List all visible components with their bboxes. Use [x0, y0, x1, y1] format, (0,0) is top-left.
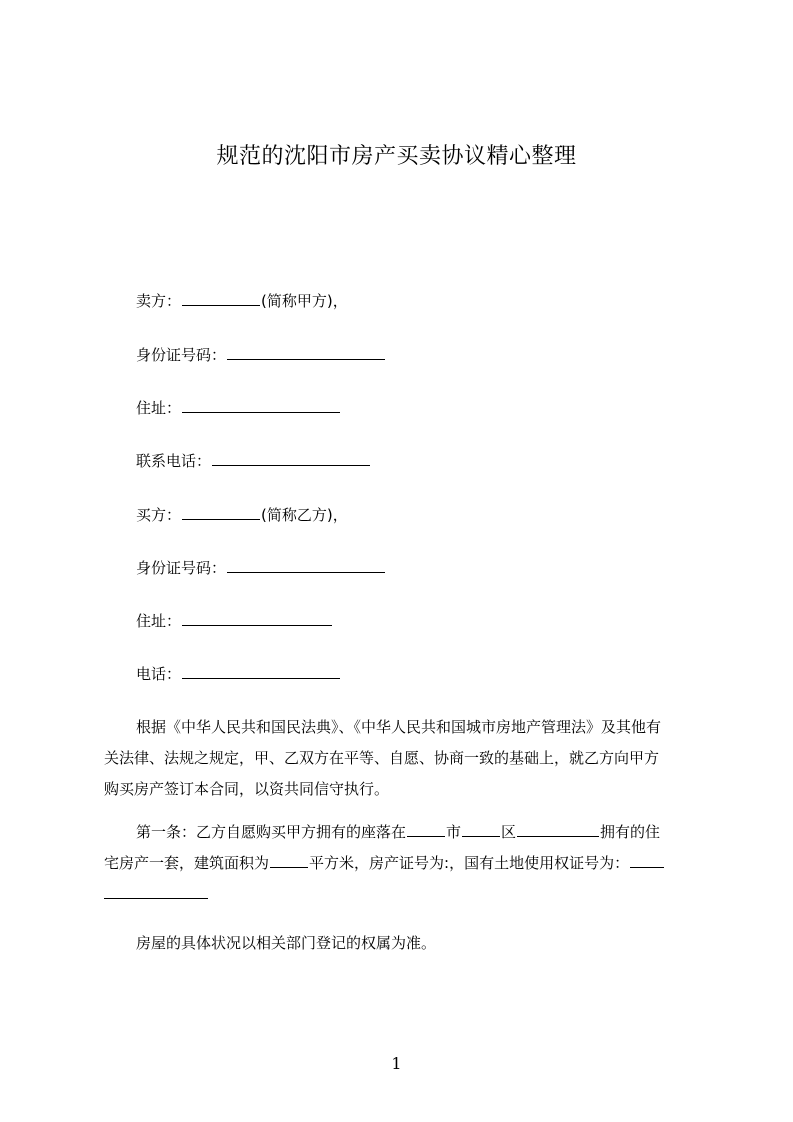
- intro-line-1: [104, 712, 700, 743]
- article-1-text-e: 宅房产一套，建筑面积为: [104, 854, 270, 872]
- buyer-address-line: [136, 610, 333, 632]
- condition-paragraph: [104, 928, 700, 959]
- buyer-phone-label: 电话：: [136, 665, 182, 683]
- seller-id-label: 身份证号码：: [136, 346, 227, 364]
- article-1-text-b: 市: [446, 823, 462, 841]
- intro-line-2: 关法律、法规之规定，甲、乙双方在平等、自愿、协商一致的基础上，就乙方向甲方: [104, 749, 660, 767]
- intro-line-3: 购买房产签订本合同，以资共同信守执行。: [104, 780, 390, 798]
- seller-address-label: 住址：: [136, 399, 182, 417]
- article-1-text-f: 平方米，房产证号为:，国有土地使用权证号为：: [309, 854, 630, 872]
- buyer-label: 买方：: [136, 506, 182, 524]
- buyer-suffix: (简称乙方)，: [261, 506, 348, 524]
- article-1-line-2: [104, 848, 700, 879]
- article-1-line-3: [104, 879, 700, 910]
- seller-address-blank[interactable]: [182, 397, 340, 413]
- article-1-text-d: 拥有的住: [600, 823, 661, 841]
- buyer-id-label: 身份证号码：: [136, 559, 227, 577]
- seller-address-line: [136, 397, 341, 419]
- area-blank[interactable]: [270, 852, 308, 868]
- document-title: 规范的沈阳市房产买卖协议精心整理: [216, 144, 577, 169]
- buyer-address-blank[interactable]: [182, 610, 332, 626]
- article-1-text-c: 区: [501, 823, 517, 841]
- buyer-name-blank[interactable]: [182, 504, 260, 520]
- district-blank[interactable]: [462, 821, 500, 837]
- article-1-line-1: [104, 817, 700, 848]
- buyer-phone-line: [136, 663, 341, 685]
- city-blank[interactable]: [407, 821, 445, 837]
- land-cert-blank-1[interactable]: [630, 852, 664, 868]
- seller-phone-blank[interactable]: [212, 450, 370, 466]
- intro-line-1-text: 根据《中华人民共和国民法典》、《中华人民共和国城市房地产管理法》及其他有: [136, 718, 662, 736]
- land-cert-blank-2[interactable]: [104, 883, 208, 899]
- condition-line: [104, 928, 700, 959]
- seller-label: 卖方：: [136, 292, 182, 310]
- seller-suffix: (简称甲方)，: [261, 292, 348, 310]
- buyer-address-label: 住址：: [136, 612, 182, 630]
- article-1-text-a: 第一条：乙方自愿购买甲方拥有的座落在: [136, 823, 407, 841]
- seller-phone-label: 联系电话：: [136, 452, 212, 470]
- seller-id-line: [136, 344, 386, 366]
- seller-phone-line: [136, 450, 371, 472]
- location-blank[interactable]: [517, 821, 599, 837]
- article-1-paragraph: [104, 817, 700, 910]
- buyer-name-line: [136, 504, 348, 526]
- buyer-phone-blank[interactable]: [182, 663, 340, 679]
- seller-name-line: [136, 290, 348, 312]
- seller-id-blank[interactable]: [227, 344, 385, 360]
- buyer-id-blank[interactable]: [227, 557, 385, 573]
- condition-text: 房屋的具体状况以相关部门登记的权属为准。: [136, 934, 437, 952]
- seller-name-blank[interactable]: [182, 290, 260, 306]
- page-number: 1: [391, 1054, 402, 1073]
- buyer-id-line: [136, 557, 386, 579]
- intro-paragraph: [104, 712, 700, 805]
